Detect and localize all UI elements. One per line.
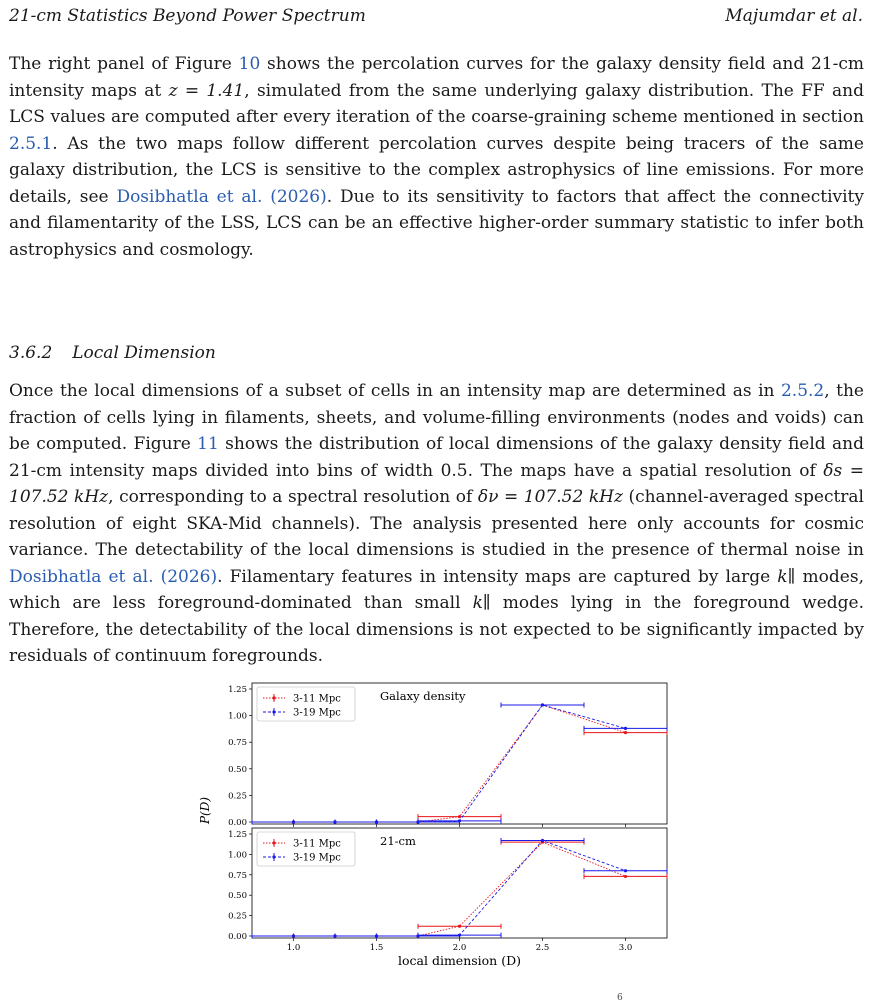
data-point bbox=[458, 819, 461, 822]
legend-marker bbox=[272, 855, 275, 858]
paragraph-local-dimension bbox=[9, 378, 864, 670]
data-point bbox=[541, 839, 544, 842]
text: . Due to its sensitivity to factors that affect the connectivity and filamentarity of the LSS, LCS can be an effective higher-order summary statistic to infer both astrophysics and cosmology. bbox=[9, 186, 864, 260]
redshift-expr: z = 1.41 bbox=[168, 80, 245, 101]
y-tick-label: 1.25 bbox=[228, 685, 247, 695]
text: (channel-averaged spectral resolution of eight SKA-Mid channels). The analysis presented here only accounts for cosmic variance. The detectability of the local dimensions is studied in the presence of thermal noise in bbox=[9, 487, 864, 560]
data-point bbox=[458, 934, 461, 937]
y-tick-label: 0.25 bbox=[228, 911, 247, 922]
local-dimension-chart bbox=[195, 678, 675, 978]
text: The right panel of Figure bbox=[9, 54, 239, 74]
text: modes, which are less foreground-dominated than small bbox=[9, 566, 864, 613]
y-axis-label: P(D) bbox=[198, 796, 212, 825]
legend-marker bbox=[272, 710, 275, 713]
page-header bbox=[9, 6, 863, 28]
x-tick-label: 1.5 bbox=[369, 943, 384, 953]
citation-link-2[interactable]: Dosibhatla et al. (2026) bbox=[9, 566, 218, 587]
k-parallel: k∥ bbox=[777, 566, 796, 587]
k-parallel: k∥ bbox=[472, 593, 491, 613]
figure-11-link[interactable]: 11 bbox=[197, 434, 219, 454]
spectral-resolution-expr: δν = 107.52 kHz bbox=[477, 487, 623, 507]
y-tick-label: 1.25 bbox=[228, 830, 247, 840]
text: , corresponding to a spectral resolution of bbox=[108, 487, 478, 507]
data-point bbox=[624, 727, 627, 730]
figure-10-link[interactable]: 10 bbox=[238, 54, 261, 74]
footer-mark: 6 bbox=[617, 993, 623, 1003]
y-tick-label: 0.50 bbox=[228, 891, 247, 902]
text: . As the two maps follow different percolation curves despite being tracers of the same galaxy distribution, the LCS is sensitive to the complex astrophysics of line emissions. For more details, see bbox=[9, 133, 864, 207]
text: , simulated from the same underlying galaxy distribution. The FF and LCS values are computed after every iteration of the coarse-graining scheme mentioned in section bbox=[9, 80, 864, 127]
panel-title: 21-cm bbox=[380, 834, 416, 848]
series-line bbox=[294, 705, 626, 822]
y-tick-label: 0.75 bbox=[228, 738, 247, 749]
running-authors: Majumdar et al. bbox=[725, 6, 863, 26]
paragraph-percolation bbox=[9, 51, 864, 263]
y-tick-label: 1.00 bbox=[228, 850, 247, 861]
figure-local-dimension bbox=[195, 678, 675, 978]
series-line bbox=[294, 705, 626, 822]
legend-marker bbox=[272, 841, 275, 844]
section-2-5-2-link[interactable]: 2.5.2 bbox=[780, 381, 825, 401]
legend-label: 3-11 Mpc bbox=[293, 838, 341, 850]
y-tick-label: 0.25 bbox=[228, 791, 247, 802]
text: Once the local dimensions of a subset of cells in an intensity map are determined as in bbox=[9, 381, 781, 401]
y-tick-label: 0.75 bbox=[228, 870, 247, 881]
data-point bbox=[624, 869, 627, 872]
data-point bbox=[458, 815, 461, 818]
legend-marker bbox=[272, 696, 275, 699]
y-tick-label: 0.00 bbox=[228, 818, 247, 828]
legend-label: 3-19 Mpc bbox=[293, 852, 341, 864]
text: modes lying in the foreground wedge. Therefore, the detectability of the local dimensions is not expected to be significantly impacted by residuals of continuum foregrounds. bbox=[9, 593, 864, 666]
spatial-resolution-expr: δs = 107.52 kHz bbox=[9, 460, 864, 507]
y-tick-label: 1.00 bbox=[228, 711, 247, 722]
subsection-heading bbox=[9, 343, 216, 363]
subsection-title: Local Dimension bbox=[72, 343, 216, 363]
x-axis-label: local dimension (D) bbox=[398, 953, 521, 968]
y-tick-label: 0.50 bbox=[228, 764, 247, 775]
data-point bbox=[458, 925, 461, 928]
y-tick-label: 0.00 bbox=[228, 932, 247, 942]
data-point bbox=[624, 731, 627, 734]
x-tick-label: 2.0 bbox=[452, 943, 467, 953]
data-point bbox=[624, 875, 627, 878]
x-tick-label: 3.0 bbox=[618, 943, 633, 953]
panel-title: Galaxy density bbox=[380, 689, 466, 703]
data-point bbox=[541, 703, 544, 706]
x-tick-label: 2.5 bbox=[535, 943, 550, 953]
text: , the fraction of cells lying in filaments, sheets, and volume-filling environments (nodes and voids) can be computed. Figure bbox=[9, 381, 864, 454]
subsection-number: 3.6.2 bbox=[9, 343, 53, 363]
text: . Filamentary features in intensity maps are captured by large bbox=[217, 566, 778, 587]
text: shows the distribution of local dimensions of the galaxy density field and 21-cm intensity maps divided into bins of width 0.5. The maps have a spatial resolution of bbox=[9, 434, 864, 481]
x-tick-label: 1.0 bbox=[286, 943, 301, 953]
section-2-5-1-link[interactable]: 2.5.1 bbox=[9, 133, 53, 154]
running-title: 21-cm Statistics Beyond Power Spectrum bbox=[9, 6, 366, 26]
citation-link[interactable]: Dosibhatla et al. (2026) bbox=[116, 186, 327, 207]
legend-label: 3-11 Mpc bbox=[293, 693, 341, 705]
legend-label: 3-19 Mpc bbox=[293, 707, 341, 719]
text: shows the percolation curves for the galaxy density field and 21-cm intensity maps at bbox=[9, 54, 864, 101]
